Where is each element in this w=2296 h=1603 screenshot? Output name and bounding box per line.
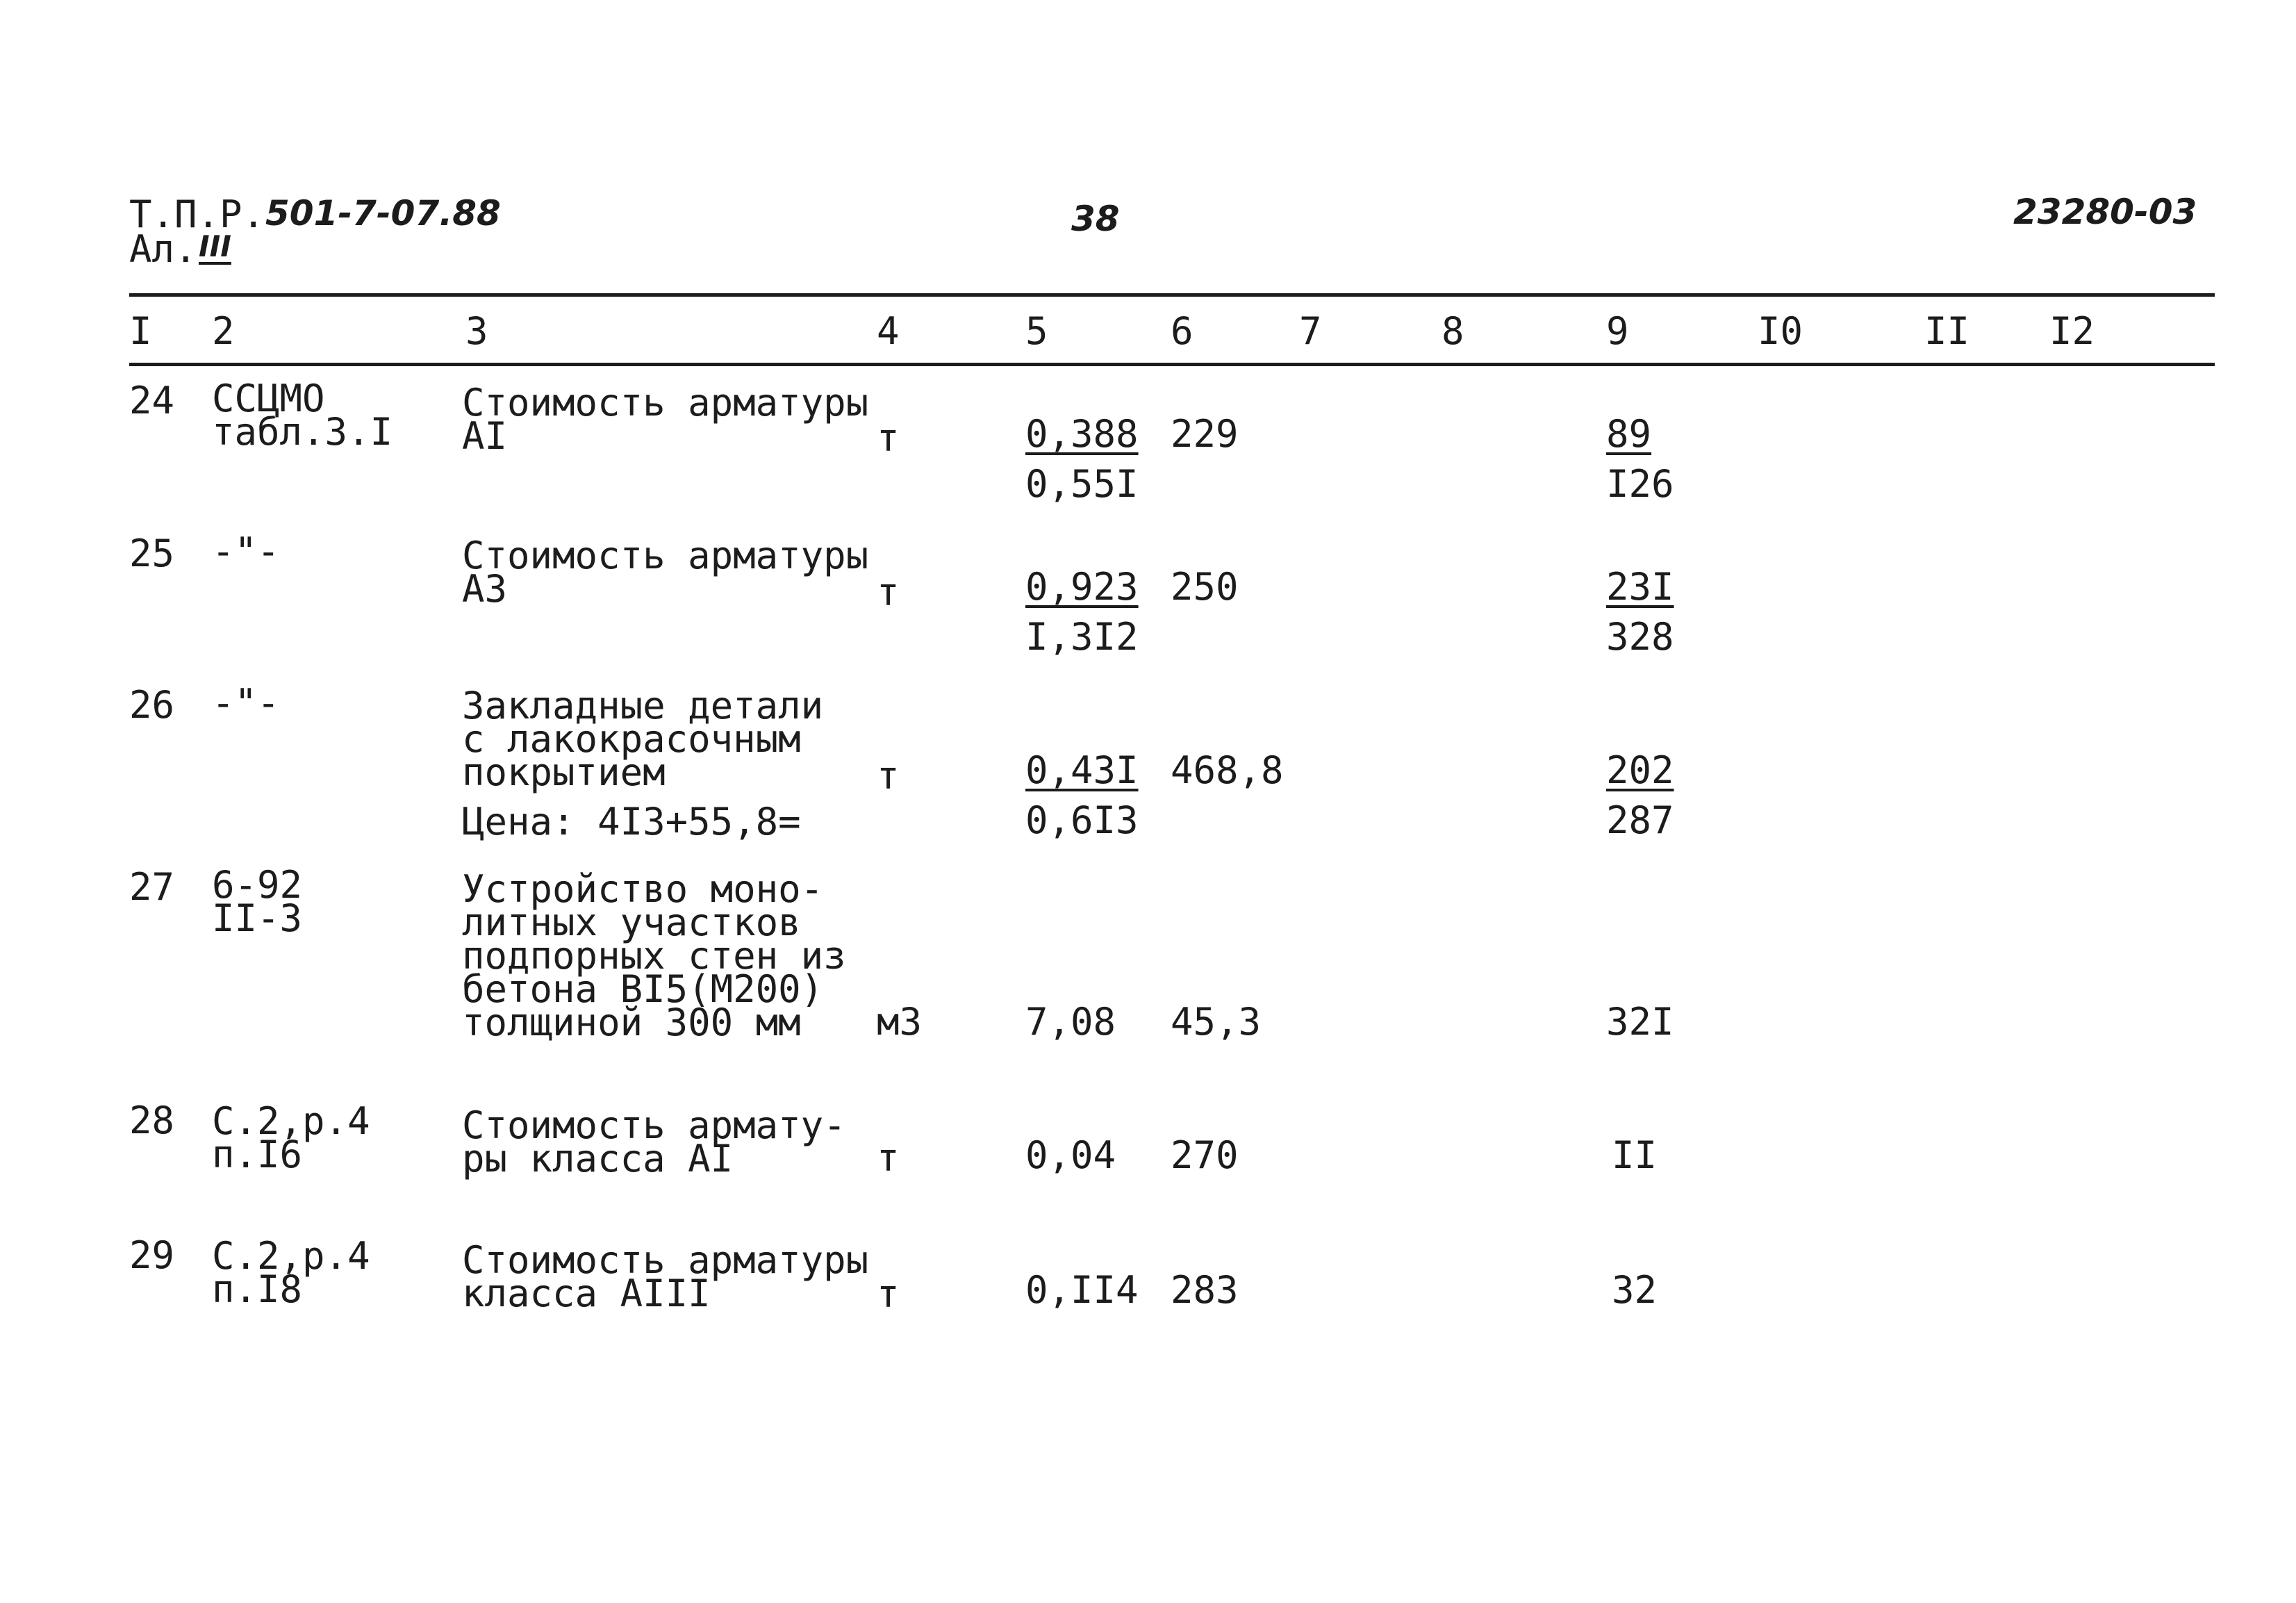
col-header-7: 7: [1299, 309, 1322, 353]
table-top-rule: [129, 293, 2215, 297]
row-unit: т: [877, 1136, 900, 1180]
row-description: Стоимость арматуры A3: [462, 534, 869, 611]
row-unit: т: [877, 1272, 900, 1316]
row-unit: т: [877, 754, 900, 798]
row-unit-price: 229: [1171, 412, 1239, 456]
col-header-10: I0: [1758, 309, 1803, 353]
col-header-9: 9: [1606, 309, 1629, 353]
row-reference: С.2,р.4 п.I8: [212, 1234, 370, 1311]
row-cost-bottom: I26: [1606, 462, 1674, 506]
row-description: Стоимость арматуры AI: [462, 381, 869, 458]
col-header-12: I2: [2049, 309, 2095, 353]
row-reference: -"-: [212, 529, 280, 573]
album-number: III: [199, 229, 231, 263]
col-header-5: 5: [1025, 309, 1048, 353]
col-header-8: 8: [1442, 309, 1464, 353]
row-reference: ССЦМО табл.3.I: [212, 377, 393, 454]
row-description: Закладные детали с лакокрасочным покрытием: [462, 684, 824, 794]
row-cost-top: 32I: [1606, 1000, 1674, 1044]
row-cost-top: 32: [1612, 1268, 1658, 1312]
col-header-11: II: [1924, 309, 1970, 353]
doc-number: 501-7-07.88: [265, 193, 501, 233]
row-unit-price: 250: [1171, 565, 1239, 609]
row-cost-top: 202: [1606, 748, 1674, 792]
row-number: 29: [129, 1233, 175, 1277]
registry-number: 23280-03: [2013, 192, 2197, 232]
col-header-1: I: [129, 309, 152, 353]
row-price-note: Цена: 4I3+55,8=: [462, 800, 801, 844]
row-quantity-top: 0,388: [1025, 412, 1139, 456]
row-cost-top: 23I: [1606, 565, 1674, 609]
doc-prefix: Т.П.Р.: [129, 192, 265, 236]
row-description: Стоимость арматуры класса AIII: [462, 1238, 869, 1315]
row-unit: т: [877, 416, 900, 460]
row-quantity-bottom: I,3I2: [1025, 615, 1139, 659]
row-number: 25: [129, 532, 175, 575]
row-quantity-bottom: 0,6I3: [1025, 798, 1139, 842]
row-quantity-top: 7,08: [1025, 1000, 1116, 1044]
row-quantity-top: 0,923: [1025, 565, 1139, 609]
row-unit-price: 45,3: [1171, 1000, 1262, 1044]
row-number: 24: [129, 379, 175, 422]
row-reference: 6-92 II-3: [212, 863, 303, 940]
row-reference: -"-: [212, 681, 280, 725]
row-description: Стоимость армату- ры класса AI: [462, 1103, 846, 1181]
page-number: 38: [1071, 199, 1120, 239]
row-unit: т: [877, 570, 900, 614]
row-quantity-bottom: 0,55I: [1025, 462, 1139, 506]
col-header-4: 4: [877, 309, 900, 353]
col-header-2: 2: [212, 309, 235, 353]
row-unit: м3: [877, 1000, 923, 1044]
row-quantity-top: 0,04: [1025, 1133, 1116, 1177]
table-header-rule: [129, 363, 2215, 366]
row-reference: С.2,р.4 п.I6: [212, 1099, 370, 1176]
col-header-3: 3: [465, 309, 488, 353]
row-number: 27: [129, 865, 175, 909]
row-number: 28: [129, 1099, 175, 1142]
row-unit-price: 283: [1171, 1268, 1239, 1312]
row-number: 26: [129, 683, 175, 727]
row-quantity-top: 0,43I: [1025, 748, 1139, 792]
row-cost-top: II: [1612, 1133, 1658, 1177]
row-description: Устройство моно- литных участков подпорных стен из бетона BI5(M200) толщиной 300 мм: [462, 867, 846, 1044]
album-prefix: Ал.: [129, 227, 197, 271]
row-quantity-top: 0,II4: [1025, 1268, 1139, 1312]
row-cost-bottom: 328: [1606, 615, 1674, 659]
col-header-6: 6: [1171, 309, 1194, 353]
row-unit-price: 270: [1171, 1133, 1239, 1177]
row-unit-price: 468,8: [1171, 748, 1284, 792]
row-cost-top: 89: [1606, 412, 1652, 456]
row-cost-bottom: 287: [1606, 798, 1674, 842]
